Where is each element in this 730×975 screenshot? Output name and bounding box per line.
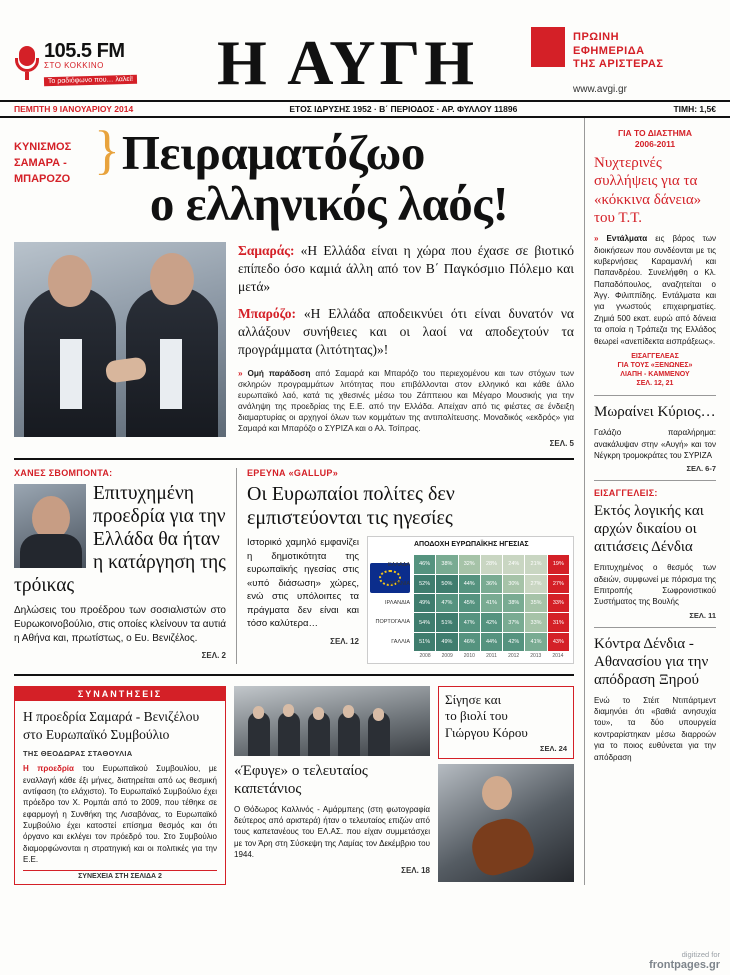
- chart-cell: 49%: [436, 633, 457, 651]
- watermark-line-2: frontpages.gr: [649, 959, 720, 971]
- lead-kicker-line-3: ΜΠΑΡΟΖΟ: [14, 172, 71, 185]
- lead-headline: [121, 125, 574, 231]
- right-sidebar: [584, 118, 716, 885]
- watermark: [649, 950, 720, 971]
- chart-title: ΑΠΟΔΟΧΗ ΕΥΡΩΠΑΪΚΗΣ ΗΓΕΣΙΑΣ: [414, 541, 529, 549]
- chart-cell: 49%: [414, 594, 435, 612]
- chart-column-label: 2014: [552, 653, 564, 660]
- sidebar-page-reference[interactable]: ΣΕΛ. 11: [689, 610, 716, 620]
- article-headline[interactable]: «Έφυγε» ο τελευταίος καπετάνιος: [234, 763, 368, 798]
- article-kicker: ΧΑΝΕΣ ΣΒΟΜΠΟΝΤΑ:: [14, 468, 113, 479]
- ref-line-1: ΕΙΣΑΓΓΕΛΕΑΣ: [631, 352, 679, 360]
- divider: [14, 458, 574, 460]
- chart-cell: 47%: [459, 613, 480, 631]
- chart-column-label: 2009: [441, 653, 453, 660]
- article-page-reference[interactable]: ΣΕΛ. 2: [201, 651, 226, 661]
- sidebar-headline[interactable]: Μωραίνει Κύριος…: [594, 404, 716, 421]
- quote-list: [236, 242, 574, 448]
- chart-cell: 21%: [525, 555, 546, 573]
- sidebar-kicker: ΕΙΣΑΓΓΕΛΕΙΣ:: [594, 488, 658, 499]
- article-body-text: του Ευρωπαϊκού Συμβουλίου, με εναλλαγή κάθε έξι μήνες, διατηρείται από ως θεσμική αντίφαση (το ελάχιστο). Το Ευρωπαϊκό Συμβούλιο έχει πρόεδρο τον Χ. Ρομπάι από το 2009, που τέθηκε σε εφαρμογή η Συνθήκη της Λισαβόνας, το Ευρωπαϊκό Συμβούλιο έχει κατοστεί επίσημα θεσμός και ότι όργανο και εκλέγει τον πρόεδρό του. Στο Συμβούλιο διαμορφώνονται η στρατηγική και οι πολιτικές για την Ε.Ε.: [23, 764, 218, 865]
- ref-line-2: ΓΙΑ ΤΟΥΣ «ΞΕΝΩΝΕΣ»: [617, 361, 693, 369]
- issue-price: ΤΙΜΗ: 1,5€: [673, 104, 716, 114]
- sidebar-body-text: εις βάρος των διοικήσεων που συνδέονται με τις κυβερνήσεις Καραμανλή και Παπανδρέου. Συνελήφθη ο Κλ. Παπαδόπουλος, αναζητείται ο Άγγ. Φιλιππίδης. Εντάλματα και για γνωστούς επιχειρηματίες. Ζημιά 500 εκατ. ευρώ από δάνεια τα οποία η Τράπεζα της Ελλάδος θεωρεί «ανεπίδεκτα εισπράξεως».: [594, 234, 716, 346]
- quote-text: «Η Ελλάδα είναι η χώρα που έχασε σε βιοτικό επίπεδο όσο καμιά άλλη από τον Β΄ Παγκόσμιο Πόλεμο και μετά»: [238, 242, 574, 295]
- watermark-line-1: digitized for: [681, 950, 720, 959]
- chart-cell: 27%: [548, 575, 569, 593]
- chart-column-labels: [414, 653, 569, 663]
- radio-frequency: 105.5 FM: [44, 39, 125, 62]
- article-continued[interactable]: ΣΥΝΕΧΕΙΑ ΣΤΗ ΣΕΛΙΔΑ 2: [23, 870, 217, 880]
- chart-cell: 28%: [481, 555, 502, 573]
- quote-speaker: Σαμαράς:: [238, 242, 295, 258]
- ref-line-3: ΛΙΑΠΗ - ΚΑΜΜΕΝΟΥ: [620, 371, 690, 379]
- chart-cell: 24%: [503, 555, 524, 573]
- chart-cell: 44%: [481, 633, 502, 651]
- chart-cell: 37%: [503, 613, 524, 631]
- lead-headline-line-2: ο ελληνικός λαός!: [149, 175, 509, 231]
- chart-cell: 19%: [548, 555, 569, 573]
- chart-column-label: 2012: [508, 653, 520, 660]
- quote-text: «Η Ελλάδα αποδεικνύει ότι είναι δυνατόν να αλλάξουν συνήθειες και οι λαοί να αποδεχτούν τα προγράμματα (λιτότητας)»!: [238, 305, 575, 357]
- arrow-icon: »: [594, 234, 599, 244]
- chart-row-label: ΕΛΛΑΔΑ: [387, 561, 410, 568]
- article-violin: [438, 686, 574, 885]
- chart-cell: 51%: [436, 613, 457, 631]
- chart-row-label: ΓΑΛΛΙΑ: [391, 638, 410, 645]
- paper-title-wrap: [164, 27, 531, 99]
- lead-note: [238, 369, 574, 435]
- lead-note-lead-in: Ομή παράδοση: [247, 369, 311, 379]
- article-body-text: Ιστορικό χαμηλό εμφανίζει η δημοτικότητα της ευρωπαϊκής ηγεσίας στις «υπό διάσωση» χώρες, ενώ στις υπόλοιπες τα πράγματα δεν είναι και τόσο καλύτερα…: [247, 537, 359, 630]
- chart-cell: 52%: [414, 575, 435, 593]
- chart-cell: 41%: [481, 594, 502, 612]
- chart-cell: 38%: [503, 594, 524, 612]
- bottom-section: [14, 686, 574, 885]
- ref-line-4: ΣΕΛ. 12, 21: [636, 380, 674, 388]
- chart-cell: 41%: [525, 633, 546, 651]
- lead-note-text: από Σαμαρά και Μπαρόζο του περιεχομένου και των στόχων των σκληρών προγραμμάτων λιτότητας που επιβάλλονται στον ελληνικό και κάθε άλλο ευρωπαϊκό λαό, κατά τις χθεσινές μέσω του Ζάππειου και Μέγαρο Μουσικής για την ανάληψη της προεδρίας της Ε.Ε. από την Ελλάδα. Απείχαν από τις φιέστες σε ένδειξη διαμαρτυρίας οι αρχηγοί όλων των κομμάτων της αντιπολίτευσης. Μοναδικός «εκδρός» για Σαμαρά και Μπαρόζο ο ΣΥΡΙΖΑ και ο Αλ. Τσίπρας.: [238, 369, 574, 434]
- chart-cell: 44%: [459, 575, 480, 593]
- slogan-line-2: ΕΦΗΜΕΡΙΔΑ: [573, 44, 645, 57]
- chart-row-label: ΙΣΠΑΝΙΑ: [388, 580, 410, 587]
- article-schulz: [14, 468, 226, 664]
- divider: [14, 674, 574, 676]
- article-body: [23, 763, 217, 865]
- divider: [594, 395, 716, 396]
- chart-cell: 50%: [436, 575, 457, 593]
- slogan-line-1: ΠΡΩΙΝΗ: [573, 30, 620, 43]
- lead-kicker-line-1: ΚΥΝΙΣΜΟΣ: [14, 141, 72, 153]
- chart-cell: 35%: [525, 594, 546, 612]
- masthead-right: [531, 31, 716, 95]
- chart-cell: 30%: [503, 575, 524, 593]
- lead-headline-line-1: Πειραματόζωο: [121, 125, 425, 180]
- sidebar-body: Επιτυχημένος ο θεσμός των αδειών, συμφωνεί με πόρισμα της Επιτροπής Σωφρονιστικού Συστήματος της Βουλής: [594, 563, 716, 607]
- sidebar-kicker-line-1: ΓΙΑ ΤΟ ΔΙΑΣΤΗΜΑ: [618, 128, 692, 138]
- article-lead-in: Η προεδρία: [23, 764, 74, 774]
- sidebar-headline[interactable]: Νυχτερινές συλλήψεις για τα «κόκκινα δάνεια» του Τ.Τ.: [594, 155, 702, 226]
- sidebar-headline[interactable]: Εκτός λογικής και αρχών δικαίου οι αιτιάσεις Δένδια: [594, 503, 704, 556]
- headline-line-1: Σίγησε και: [445, 692, 502, 708]
- main-column: [14, 118, 574, 885]
- quote-item: [238, 305, 574, 360]
- chart-cell: 36%: [481, 575, 502, 593]
- sidebar-headline[interactable]: Κόντρα Δένδια - Αθανασίου για την απόδραση Ξηρού: [594, 635, 709, 688]
- arrow-icon: »: [238, 369, 243, 379]
- chart-cell: 27%: [525, 575, 546, 593]
- article-headline[interactable]: Οι Ευρωπαίοι πολίτες δεν εμπιστεύονται τις ηγεσίες: [247, 483, 455, 530]
- article-page-reference[interactable]: ΣΕΛ. 12: [330, 636, 359, 646]
- sidebar-kicker: [594, 128, 716, 150]
- chart-column-label: 2010: [463, 653, 475, 660]
- chart-row-labels: [368, 555, 412, 651]
- article-presidency: [14, 686, 226, 885]
- red-square-decoration: [531, 27, 565, 67]
- headline-line-3: Γιώργου Κόρου: [445, 724, 528, 740]
- sidebar-cross-reference[interactable]: [594, 352, 716, 388]
- radio-station-name: ΣΤΟ ΚΟΚΚΙΝΟ: [44, 60, 104, 70]
- headline-line-2: το βιολί του: [445, 708, 508, 724]
- article-photo: [438, 764, 574, 882]
- website-url[interactable]: www.avgi.gr: [573, 84, 627, 96]
- radio-slogan: Το ραδιόφωνο που… λαλεί!: [44, 74, 137, 85]
- lead-story: [14, 118, 574, 230]
- sidebar-kicker-line-2: 2006-2011: [634, 139, 676, 150]
- sidebar-body: [594, 233, 716, 347]
- chart-cell: 42%: [503, 633, 524, 651]
- chart-cell: 42%: [481, 613, 502, 631]
- lead-page-reference[interactable]: ΣΕΛ. 5: [549, 439, 574, 449]
- mid-section: [14, 468, 574, 664]
- heatmap-chart: [367, 536, 574, 664]
- sidebar-body: Ενώ το Στέιτ Ντιπάρτμεντ διαμηνύει ότι «βαθιά ανησυχία του», τα δύο υπουργεία κοντραρίστηκαν μέσω διαρροών για το ποιος ευθύνεται για την απόδραση: [594, 695, 716, 762]
- chart-cell: 47%: [436, 594, 457, 612]
- article-page-reference[interactable]: ΣΕΛ. 24: [539, 743, 567, 753]
- sidebar-page-reference[interactable]: ΣΕΛ. 6-7: [686, 464, 716, 474]
- chart-cell: 38%: [436, 555, 457, 573]
- microphone-icon: [14, 46, 40, 80]
- article-gallup: [236, 468, 574, 664]
- chart-row-label: ΠΟΡΤΟΓΑΛΙΑ: [375, 619, 410, 626]
- chart-cell: 33%: [525, 613, 546, 631]
- chart-cell: 32%: [459, 555, 480, 573]
- article-section-header: ΣΥΝΑΝΤΗΣΕΙΣ: [15, 687, 225, 701]
- sidebar-item-prosecutors: [594, 488, 716, 619]
- article-photo: [14, 484, 86, 568]
- issue-meta: ΕΤΟΣ ΙΔΡΥΣΗΣ 1952 · Β΄ ΠΕΡΙΟΔΟΣ · ΑΡ. ΦΥΛΛΟΥ 11896: [289, 104, 518, 114]
- chart-row-label: ΙΡΛΑΝΔΙΑ: [385, 600, 410, 607]
- chart-cell: 31%: [548, 613, 569, 631]
- chart-column-label: 2013: [530, 653, 542, 660]
- article-headline[interactable]: [445, 692, 567, 741]
- chart-column-label: 2011: [486, 653, 497, 660]
- lead-kicker: [14, 128, 92, 230]
- slogan-line-3: ΤΗΣ ΑΡΙΣΤΕΡΑΣ: [573, 58, 664, 71]
- brace-decoration: }: [94, 120, 120, 180]
- lead-kicker-line-2: ΣΑΜΑΡΑ -: [14, 156, 67, 169]
- masthead: [0, 0, 730, 99]
- article-headline[interactable]: Η προεδρία Σαμαρά - Βενιζέλου στο Ευρωπαϊκό Συμβούλιο: [23, 709, 200, 742]
- lead-photo-handshake: [14, 242, 226, 437]
- sidebar-lead-in: Εντάλματα: [606, 234, 648, 244]
- article-body: Δηλώσεις του προέδρου των σοσιαλιστών στο Ευρωκοινοβούλιο, στις οποίες κλείνουν τα αυτιά η Αθήνα και, πρωτίστως, ο Ευ. Βενιζέλος.: [14, 605, 226, 645]
- article-headline[interactable]: Επιτυχημένη προεδρία για την Ελλάδα θα ήταν η κατάργηση της τρόικας: [14, 483, 226, 597]
- sidebar-body: Γαλάζιο παραλήρημα: ανακάλυψαν στην «Αυγή» και τον Νέγκρη τρομοκράτες του ΣΥΡΙΖΑ: [594, 428, 716, 460]
- quote-item: [238, 242, 574, 297]
- article-body: [247, 536, 359, 664]
- article-photo-group: [234, 686, 430, 756]
- lead-quote-zone: [14, 242, 574, 448]
- radio-logo: [14, 41, 164, 86]
- issue-date: ΠΕΜΠΤΗ 9 ΙΑΝΟΥΑΡΙΟΥ 2014: [14, 104, 134, 114]
- sidebar-item-moraine: [594, 403, 716, 473]
- sidebar-item-postal-bank: [594, 128, 716, 388]
- divider: [594, 627, 716, 628]
- page-title: Η ΑΥΓΗ: [217, 27, 478, 99]
- article-body: Ο Θόδωρος Καλλινός - Αμάρμπεης (στη φωτογραφία δεύτερος από αριστερά) ήταν ο τελευταίος επιζών από τους καπετανέους του ΕΛ.ΑΣ. που είχαν συμμετάσχει με τον Άρη στη Σύσκεψη της Λαμίας τον Δεκέμβριο του 1944.: [234, 804, 430, 860]
- quote-speaker: Μπαρόζο:: [238, 305, 297, 321]
- article-page-reference[interactable]: ΣΕΛ. 18: [401, 865, 430, 875]
- chart-cell: 43%: [548, 633, 569, 651]
- divider: [594, 480, 716, 481]
- chart-cell: 46%: [459, 633, 480, 651]
- issue-info-bar: [0, 100, 730, 118]
- article-kicker: ΕΡΕΥΝΑ «GALLUP»: [247, 468, 339, 479]
- chart-cell: 51%: [414, 633, 435, 651]
- chart-cell: 33%: [548, 594, 569, 612]
- chart-column-label: 2008: [419, 653, 431, 660]
- sidebar-item-dendias: [594, 635, 716, 763]
- article-captain: [234, 686, 430, 885]
- chart-cell: 46%: [414, 555, 435, 573]
- chart-grid: [414, 555, 569, 651]
- chart-cell: 45%: [459, 594, 480, 612]
- chart-cell: 54%: [414, 613, 435, 631]
- article-byline: ΤΗΣ ΘΕΟΔΩΡΑΣ ΣΤΑΘΟΥΛΙΑ: [23, 749, 133, 759]
